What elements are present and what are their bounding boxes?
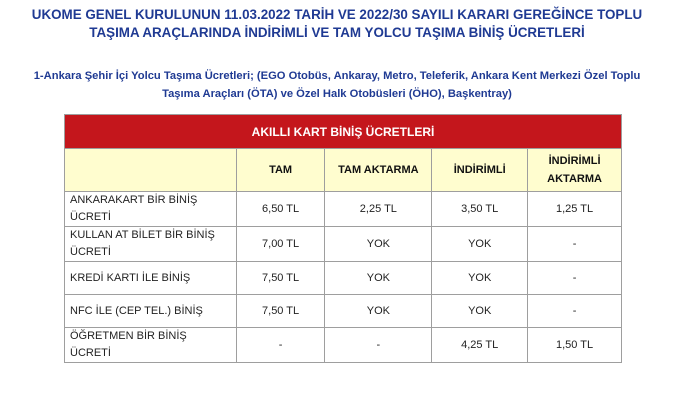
cell-indirimli: YOK	[432, 295, 528, 328]
cell-tam: 7,50 TL	[236, 262, 325, 295]
title-line-1: UKOME GENEL KURULUNUN 11.03.2022 TARİH VE 2022/30 SAYILI KARARI GEREĞİNCE TOPLU	[31, 7, 643, 22]
table-row	[65, 192, 622, 227]
cell-tam-aktarma: YOK	[325, 227, 432, 262]
table-row	[65, 328, 622, 363]
cell-indirimli: YOK	[432, 262, 528, 295]
cell-tam: -	[236, 328, 325, 363]
cell-indirimli: 3,50 TL	[432, 192, 528, 227]
row-label: KULLAN AT BİLET BİR BİNİŞ ÜCRETİ	[65, 227, 237, 262]
row-label: ANKARAKART BİR BİNİŞ ÜCRETİ	[65, 192, 237, 227]
cell-indirimli-aktarma: 1,25 TL	[528, 192, 622, 227]
cell-tam: 7,00 TL	[236, 227, 325, 262]
cell-tam-aktarma: 2,25 TL	[325, 192, 432, 227]
subtitle-line-2: Taşıma Araçları (ÖTA) ve Özel Halk Otobüsleri (ÖHO), Başkentray)	[162, 88, 512, 100]
table-banner: AKILLI KART BİNİŞ ÜCRETLERİ	[65, 115, 622, 149]
table-row	[65, 295, 622, 328]
column-header-indirimli-aktarma: İNDİRİMLİ AKTARMA	[528, 149, 622, 192]
column-header-row	[65, 149, 622, 192]
cell-tam-aktarma: YOK	[325, 295, 432, 328]
row-label: KREDİ KARTI İLE BİNİŞ	[65, 262, 237, 295]
table-banner-row	[65, 115, 622, 149]
page-title	[0, 0, 674, 42]
cell-tam: 7,50 TL	[236, 295, 325, 328]
subtitle-line-1: 1-Ankara Şehir İçi Yolcu Taşıma Ücretleri; (EGO Otobüs, Ankaray, Metro, Teleferik, Ankara Kent Merkezi Özel Toplu	[33, 70, 641, 82]
fare-table	[64, 114, 622, 363]
table-row	[65, 262, 622, 295]
cell-indirimli-aktarma: -	[528, 227, 622, 262]
cell-indirimli: YOK	[432, 227, 528, 262]
cell-tam: 6,50 TL	[236, 192, 325, 227]
row-label: ÖĞRETMEN BİR BİNİŞ ÜCRETİ	[65, 328, 237, 363]
cell-tam-aktarma: YOK	[325, 262, 432, 295]
row-label: NFC İLE (CEP TEL.) BİNİŞ	[65, 295, 237, 328]
column-header-empty	[65, 149, 237, 192]
cell-indirimli-aktarma: -	[528, 295, 622, 328]
table-row	[65, 227, 622, 262]
column-header-indirimli: İNDİRİMLİ	[432, 149, 528, 192]
cell-indirimli-aktarma: -	[528, 262, 622, 295]
cell-tam-aktarma: -	[325, 328, 432, 363]
cell-indirimli-aktarma: 1,50 TL	[528, 328, 622, 363]
title-line-2: TAŞIMA ARAÇLARINDA İNDİRİMLİ VE TAM YOLCU TAŞIMA BİNİŞ ÜCRETLERİ	[89, 25, 585, 40]
column-header-tam: TAM	[236, 149, 325, 192]
section-subtitle	[0, 67, 674, 103]
column-header-tam-aktarma: TAM AKTARMA	[325, 149, 432, 192]
cell-indirimli: 4,25 TL	[432, 328, 528, 363]
